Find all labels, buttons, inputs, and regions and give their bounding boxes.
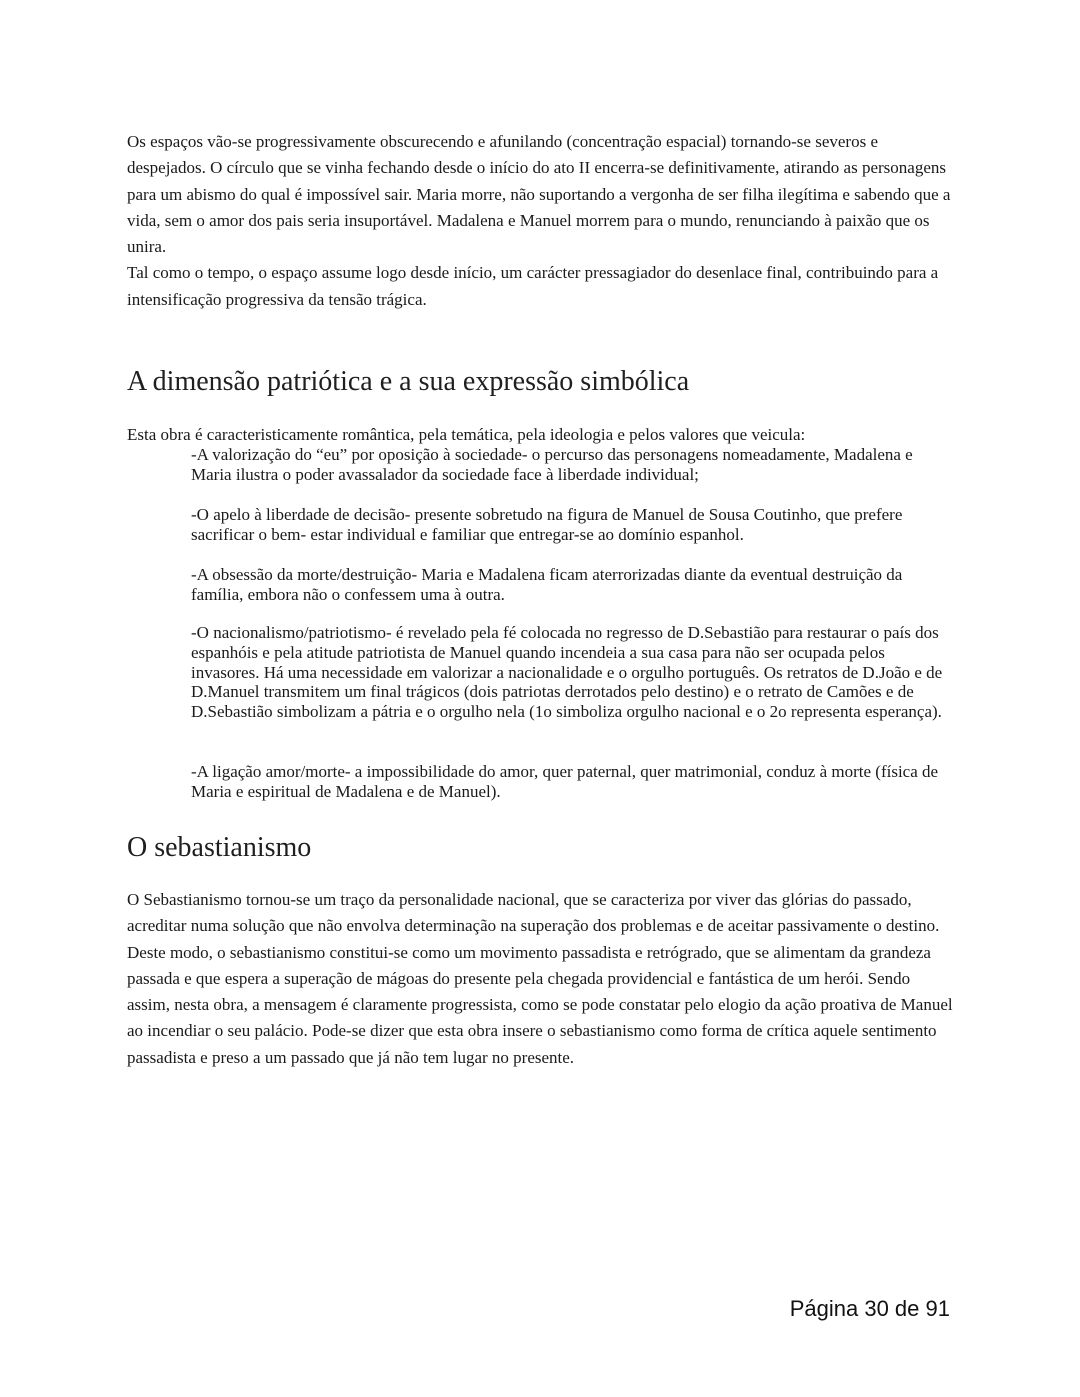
sebastianismo-section [127, 887, 957, 1071]
espaco-section [127, 129, 957, 313]
espaco-paragraph-1: Os espaços vão-se progressivamente obscurecendo e afunilando (concentração espacial) tornando-se severos e despejados. O círculo que se vinha fechando desde o início do ato II encerra-se definitivamente, atirando as personagens para um abismo do qual é impossível sair. Maria morre, não suportando a vergonha de ser filha ilegítima e sabendo que a vida, sem o amor dos pais seria insuportável. Madalena e Manuel morrem para o mundo, renunciando à paixão que os unira. [127, 132, 951, 257]
patriotica-item-1: -A valorização do “eu” por oposição à sociedade- o percurso das personagens nomeadamente, Madalena e Maria ilustra o poder avassalador da sociedade face à liberdade individual; [191, 445, 913, 484]
patriotica-item-5: -A ligação amor/morte- a impossibilidade do amor, quer paternal, quer matrimonial, conduz à morte (física de Maria e espiritual de Madalena e de Manuel). [191, 762, 939, 801]
patriotica-item-2: -O apelo à liberdade de decisão- presente sobretudo na figura de Manuel de Sousa Coutinho, que prefere sacrificar o bem- estar individual e familiar que entregar-se ao domínio espanhol. [191, 505, 903, 544]
page-number: Página 30 de 91 [789, 1296, 950, 1321]
sebastianismo-paragraph-1: O Sebastianismo tornou-se um traço da personalidade nacional, que se caracteriza por viver das glórias do passado, acreditar numa solução que não envolva determinação na superação dos problemas e de aceitar passivamente o destino. [127, 890, 940, 936]
patriotica-heading: A dimensão patriótica e a sua expressão simbólica [127, 366, 690, 397]
sebastianismo-heading: O sebastianismo [127, 832, 312, 863]
sebastianismo-paragraph-2: Deste modo, o sebastianismo constitui-se como um movimento passadista e retrógrado, que se alimentam da grandeza passada e que espera a superação de mágoas do presente pela chegada providencial e fantástica de um herói. Sendo assim, nesta obra, a mensagem é claramente progressista, como se pode constatar pelo elogio da ação proativa de Manuel ao incendiar o seu palácio. Pode-se dizer que esta obra insere o sebastianismo como forma de crítica aquele sentimento passadista e preso a um passado que já não tem lugar no presente. [127, 942, 953, 1067]
espaco-paragraph-2: Tal como o tempo, o espaço assume logo desde início, um carácter pressagiador do desenlace final, contribuindo para a intensificação progressiva da tensão trágica. [127, 263, 939, 309]
patriotica-intro: Esta obra é caracteristicamente romântica, pela temática, pela ideologia e pelos valores que veicula: [127, 425, 806, 444]
patriotica-item-3: -A obsessão da morte/destruição- Maria e Madalena ficam aterrorizadas diante da eventual destruição da família, embora não o confessem uma à outra. [191, 565, 903, 604]
patriotica-item-4: -O nacionalismo/patriotismo- é revelado pela fé colocada no regresso de D.Sebastião para restaurar o país dos espanhóis e pela atitude patriotista de Manuel quando incendeia a sua casa para não ser ocupada pelos invasores. Há uma necessidade em valorizar a nacionalidade e o orgulho português. Os retratos de D.João e de D.Manuel transmitem um final trágicos (dois patriotas derrotados pelo destino) e o retrato de Camões e de D.Sebastião simbolizam a pátria e o orgulho nela (1o simboliza orgulho nacional e o 2o representa esperança). [191, 623, 943, 722]
